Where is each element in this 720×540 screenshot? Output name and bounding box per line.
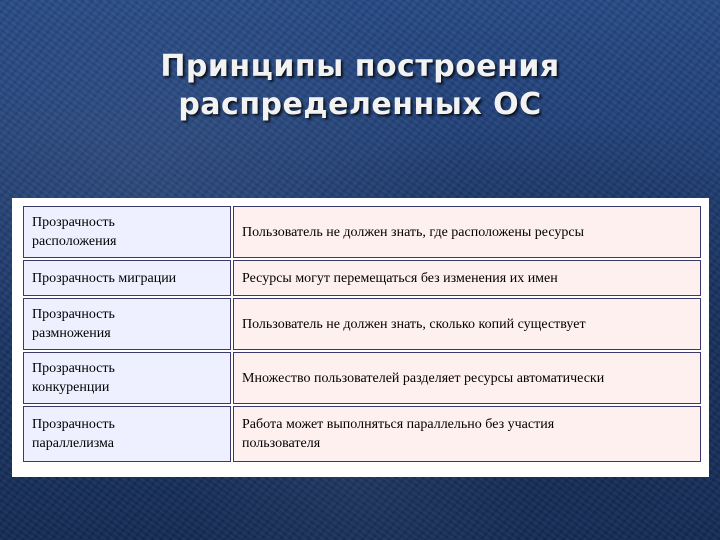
table-row (23, 298, 701, 350)
description-cell: Ресурсы могут перемещаться без изменения их имен (233, 260, 701, 296)
term-line-2: параллелизма (32, 436, 115, 451)
term-cell (23, 406, 231, 462)
term-cell: Прозрачность миграции (23, 260, 231, 296)
table-row (23, 260, 701, 296)
description-line-1: Работа может выполняться параллельно без участия (242, 417, 555, 432)
principles-table (21, 204, 703, 464)
description-cell: Пользователь не должен знать, где расположены ресурсы (233, 206, 701, 258)
table-row (23, 206, 701, 258)
term-line-1: Прозрачность (32, 417, 115, 432)
term-line-2: расположения (32, 234, 117, 249)
term-cell (23, 352, 231, 404)
term-line-2: конкуренции (32, 380, 110, 395)
table-row (23, 406, 701, 462)
term-cell (23, 298, 231, 350)
slide-title-line-2: распределенных ОС (178, 87, 542, 122)
table-panel (12, 198, 709, 477)
term-line-1: Прозрачность (32, 307, 115, 322)
slide-title (60, 48, 660, 124)
term-cell (23, 206, 231, 258)
term-line-1: Прозрачность (32, 361, 115, 376)
term-line-2: размножения (32, 326, 111, 341)
term-line-1: Прозрачность (32, 215, 115, 230)
description-line-2: пользователя (242, 436, 321, 451)
description-cell: Пользователь не должен знать, сколько копий существует (233, 298, 701, 350)
slide-title-line-1: Принципы построения (160, 49, 560, 84)
description-cell (233, 406, 701, 462)
description-cell: Множество пользователей разделяет ресурсы автоматически (233, 352, 701, 404)
table-row (23, 352, 701, 404)
